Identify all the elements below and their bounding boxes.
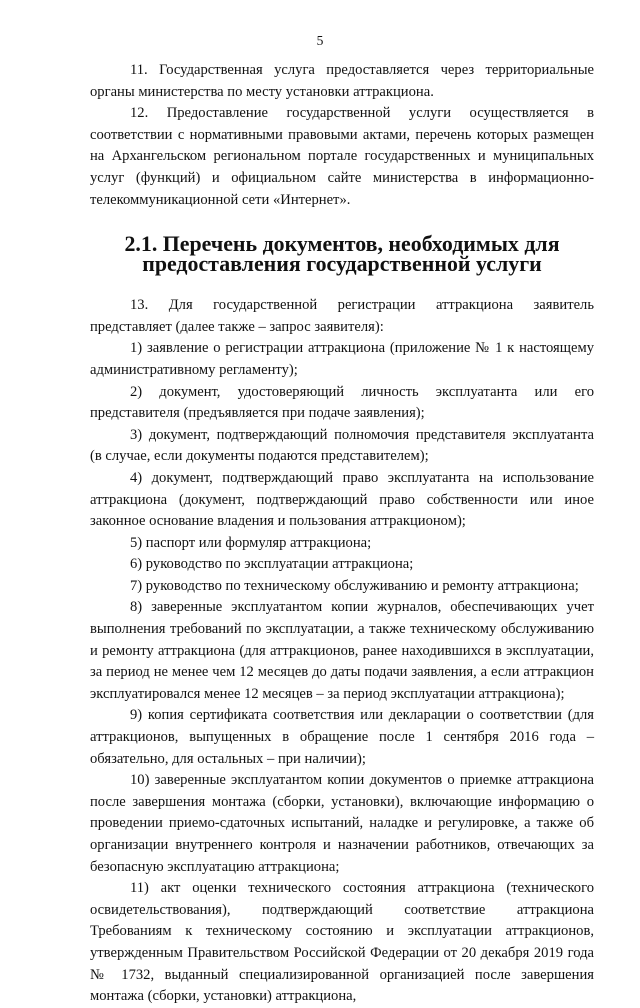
paragraph-11: 11. Государственная услуга предоставляется через территориальные органы министерства по месту установки аттракциона. <box>90 62 594 100</box>
list-item: 9) копия сертификата соответствия или декларации о соответствии (для аттракционов, выпущенных в обращение после 1 сентября 2016 года – обязательно, для остальных – при наличии); <box>90 707 594 767</box>
documents-list <box>90 338 594 1007</box>
list-item: 7) руководство по техническому обслуживанию и ремонту аттракциона; <box>130 577 579 594</box>
list-item: 2) документ, удостоверяющий личность эксплуатанта или его представителя (предъявляется при подаче заявления); <box>90 383 594 422</box>
paragraph-13-intro: 13. Для государственной регистрации аттракциона заявитель представляет (далее также – запрос заявителя): <box>90 297 594 335</box>
list-item: 3) документ, подтверждающий полномочия представителя эксплуатанта (в случае, если документы подаются представителем); <box>90 426 594 465</box>
list-item: 10) заверенные эксплуатантом копии документов о приемке аттракциона после завершения монтажа (сборки, установки), включающие информацию о проведении приемо-сдаточных испытаний, наладке и регулировке, а также об организации внутреннего контроля и назначении работников, отвечающих за безопасную эксплуатацию аттракциона; <box>90 772 594 875</box>
list-item: 8) заверенные эксплуатантом копии журналов, обеспечивающих учет выполнения требований по эксплуатации, а также техническому обслуживанию и ремонту аттракциона (для аттракционов, ранее находившихся в эксплуатации, за период не менее чем 12 месяцев до даты подачи заявления, а если аттракцион эксплуатировался менее 12 месяцев – за период эксплуатации аттракциона); <box>90 599 594 702</box>
page-number: 5 <box>316 33 324 48</box>
section-heading: 2.1. Перечень документов, необходимых для предоставления государственной услуги <box>124 231 560 277</box>
list-item: 6) руководство по эксплуатации аттракциона; <box>130 556 414 573</box>
page-content <box>90 60 594 1008</box>
list-item: 4) документ, подтверждающий право эксплуатанта на использование аттракциона (документ, подтверждающий право собственности или иное законное основание владения и пользования аттракционом); <box>90 469 594 530</box>
paragraph-12: 12. Предоставление государственной услуги осуществляется в соответствии с нормативными правовыми актами, перечень которых размещен на Архангельском региональном портале государственных и муниципальных услуг (функций) и официальном сайте министерства в информационно-телекоммуникационной сети «Интернет». <box>90 105 594 208</box>
list-item: 5) паспорт или формуляр аттракциона; <box>130 534 372 551</box>
list-item: 1) заявление о регистрации аттракциона (приложение № 1 к настоящему административному регламенту); <box>90 340 594 378</box>
list-item: 11) акт оценки технического состояния аттракциона (технического освидетельствования), подтверждающий соответствие аттракциона Требованиям к техническому состоянию и эксплуатации аттракционов, утвержденным Правительством Российской Федерации от 20 декабря 2019 года № 1732, выданный специализированной организацией после завершения монтажа (сборки, установки) аттракциона, <box>90 880 594 1005</box>
